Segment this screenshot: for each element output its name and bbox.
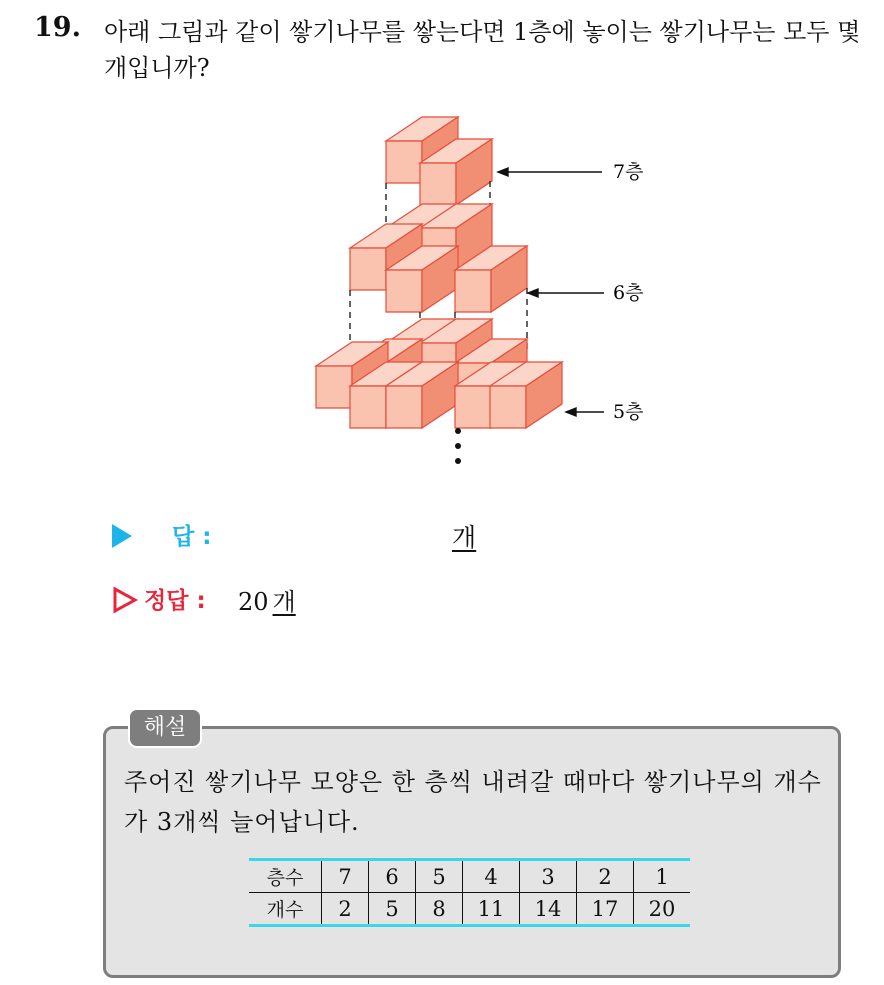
block-stack-figure [300, 108, 660, 472]
table-cell: 2 [322, 893, 369, 926]
explanation-tag: 해설 [128, 708, 202, 748]
question-number: 19. [34, 12, 81, 43]
continuation-dots [455, 428, 461, 464]
table-header-floors: 층수 [249, 860, 322, 893]
table-cell: 5 [416, 860, 463, 893]
correct-answer-value [238, 582, 296, 617]
table-cell: 1 [634, 860, 691, 893]
play-triangle-icon [112, 524, 132, 548]
answer-blank-unit: 개 [452, 523, 477, 552]
table-cell: 2 [577, 860, 634, 893]
answer-row [112, 518, 612, 554]
table-row [249, 893, 690, 926]
label-layer-5: 5층 [613, 401, 644, 423]
outline-triangle-icon [112, 586, 138, 614]
correct-answer-label: 정답 : [144, 588, 206, 614]
table-cell: 14 [520, 893, 577, 926]
table-cell: 8 [416, 893, 463, 926]
floor-count-table [249, 858, 690, 927]
table-cell: 11 [463, 893, 520, 926]
table-cell: 7 [322, 860, 369, 893]
table-cell: 4 [463, 860, 520, 893]
layer-7 [386, 117, 492, 205]
correct-answer-unit: 개 [272, 588, 296, 616]
question-text: 아래 그림과 같이 쌓기나무를 쌓는다면 1층에 놓이는 쌓기나무는 모두 몇 개입니까? [104, 18, 861, 82]
layer-6 [350, 204, 527, 312]
table-cell: 5 [369, 893, 416, 926]
table-header-counts: 개수 [249, 893, 322, 926]
block-stack-svg [300, 108, 660, 468]
table-cell: 20 [648, 896, 676, 921]
correct-answer-row [112, 582, 612, 618]
table-cell: 3 [520, 860, 577, 893]
answer-label: 답 : [172, 524, 212, 550]
table-cell: 17 [577, 893, 634, 926]
label-layer-6: 6층 [613, 282, 644, 304]
label-layer-7: 7층 [613, 161, 644, 183]
layer-5 [316, 319, 562, 428]
table-row [249, 860, 690, 893]
correct-answer-number: 20 [238, 588, 269, 616]
table-cell: 6 [369, 860, 416, 893]
explanation-text: 주어진 쌓기나무 모양은 한 층씩 내려갈 때마다 쌓기나무의 개수가 3개씩 늘어납니다. [124, 768, 822, 836]
